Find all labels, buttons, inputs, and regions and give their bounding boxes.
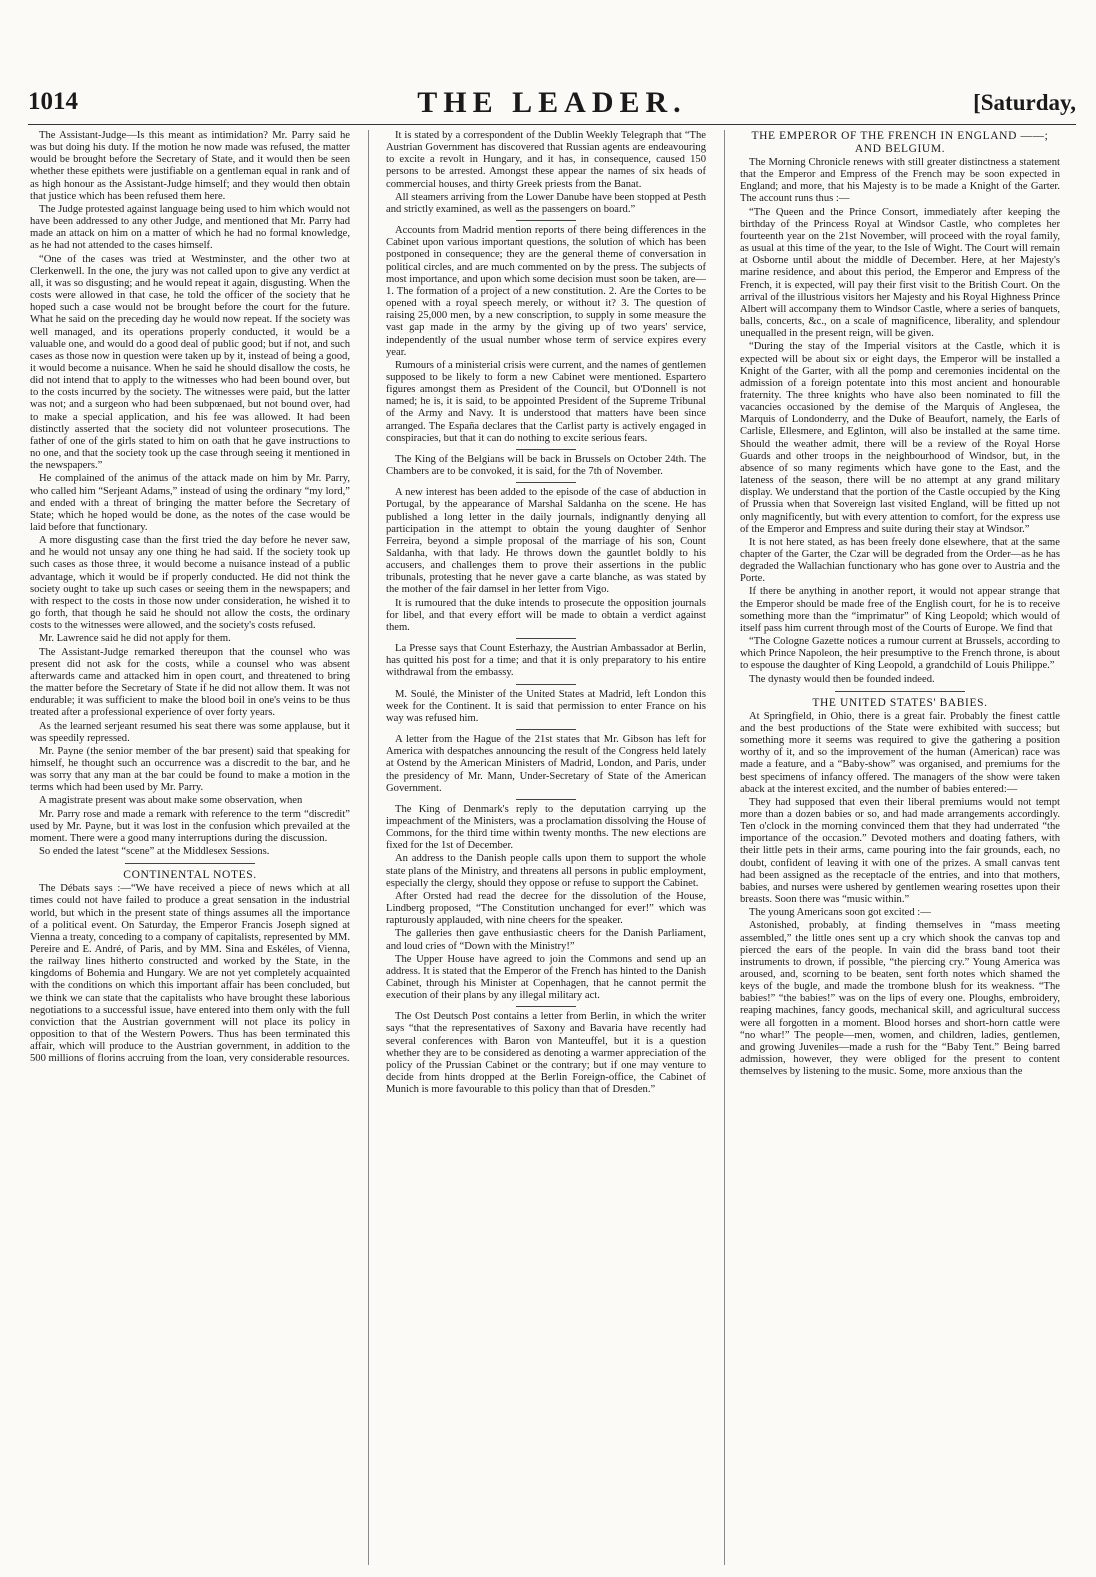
item-divider xyxy=(516,1006,576,1007)
paragraph: M. Soulé, the Minister of the United States at Madrid, left London this week for the Continent. It is said that permission to enter France on his way was refused him. xyxy=(386,688,706,724)
paragraph: They had supposed that even their liberal premiums would not tempt more than a dozen babies or so, and had made arrangements accordingly. Ten o'clock in the morning convinced them that they had underrated “the importance of the occasion.” Devoted mothers and doating fathers, with their little pets in their arms, came pouring into the fair grounds, each, no doubt, confident of leaving it with one of the prizes. A small canvas tent had been assigned as the receptacle of the entries, and into that mothers, babies, and nurses were ushered by gentlemen wearing rosettes upon their breasts. Soon there was “music within.” xyxy=(740,796,1060,906)
paragraph: A new interest has been added to the episode of the case of abduction in Portugal, by the appearance of Marshal Saldanha on the scene. He has published a long letter in the daily journals, indignantly denying all participation in the attempt to obtain the young daughter of Senhor Ferreira, beyond a simple proposal of the marriage of his son, Count Saldanha, with that lady. He throws down the gauntlet boldly to his accusers, and challenges them to prove their assertions in the public tribunals, protesting that he never gave a carte blanche, as was stated by the mother of the fair damsel in her letter from Vigo. xyxy=(386,487,706,596)
section-divider xyxy=(125,863,255,864)
paragraph: The Upper House have agreed to join the Commons and send up an address. It is stated that the Emperor of the French has hinted to the Danish Cabinet, through his Minister at Copenhagen, that he cannot permit the execution of their plans by any illegal military act. xyxy=(386,953,706,1002)
paragraph: The Ost Deutsch Post contains a letter from Berlin, in which the writer says “that the representatives of Saxony and Bavaria have recently had several conferences with Baron von Manteuffel, but it is a question whether they are to be considered as denoting a warmer appreciation of the policy of the Prussian Cabinet or the contrary; but if one may venture to decide from hints dropped at the Berlin Foreign-office, the Cabinet of Munich is more favourable to this policy than that of Dresden.” xyxy=(386,1011,706,1096)
paragraph: “During the stay of the Imperial visitors at the Castle, which it is expected will be about six or eight days, the Emperor will be installed a Knight of the Garter, with all the pomp and ceremonies incidental on the admission of a foreign potentate into this most ancient and honourable fraternity. The three knights who have also been nominated to fill the vacancies occasioned by the demise of the Marquis of Anglesea, the Marquis of Londonderry, and the Duke of Beaufort, namely, the Earls of Carlisle, Ellesmere, and Eglinton, will also be installed at the same time. Should the weather admit, there will be a review of the Royal Horse Guards and other troops in the neighbourhood of Windsor, but, in the absence of so many regiments which have gone to the East, and the lateness of the season, there will be no attempt at any grand military display. We understand that the portion of the Castle occupied by the King of Prussia when that Sovereign last visited England, will be fitted up not only magnificently, but with every attention to comfort, for the express use of the Emperor and Empress and suite during their stay at Windsor.” xyxy=(740,341,1060,535)
paragraph: At Springfield, in Ohio, there is a great fair. Probably the finest cattle and the best productions of the State were exhibited with success; but something more it seems was required to give the gathering a position worthy of it, and so the improvement of the human (American) race was made a feature, and a “Baby-show” was organised, and premiums for the best specimens of infancy offered. The managers of the show were taken aback at the interest excited, and the number of babies entered:— xyxy=(740,710,1060,795)
column-1 xyxy=(30,130,350,1565)
section-divider xyxy=(835,691,965,692)
paragraph: As the learned serjeant resumed his seat there was some applause, but it was speedily repressed. xyxy=(30,720,350,744)
item-divider xyxy=(516,684,576,685)
paragraph: All steamers arriving from the Lower Danube have been stopped at Pesth and strictly examined, as well as the passengers on board.” xyxy=(386,191,706,215)
paragraph: Mr. Lawrence said he did not apply for them. xyxy=(39,633,231,645)
paragraph: Astonished, probably, at finding themselves in “mass meeting assembled,” the little ones sent up a cry which shook the canvas top and pierced the ears of the people. In vain did the brass band toot their instruments to drown, if possible, “the piercing cry.” Young America was aroused, and, scorning to be beaten, sent forth notes which shamed the keys of the bugle, and made the trombone blush for its weakness. “The babies!” “the babies!” was on the lips of every one. Ploughs, embroidery, reaping machines, fancy goods, mechanical skill, and agricultural success were all forgotten in a moment. Blood horses and short-horn cattle were “no whar!” The people—men, women, and children, ladies, gentlemen, and growing Juveniles—made a rush for the “Baby Tent.” Being barred admission, however, they were obliged for the present to content themselves by listening to the music. Some, more anxious than the xyxy=(740,920,1060,1078)
issue-day: [Saturday, xyxy=(973,90,1076,115)
paragraph: After Orsted had read the decree for the dissolution of the House, Lindberg proposed, “The Constitution unchanged for ever!” which was rapturously applauded, with nine cheers for the speaker. xyxy=(386,890,706,927)
item-divider xyxy=(516,729,576,730)
item-divider xyxy=(516,449,576,450)
paragraph: The Assistant-Judge—Is this meant as intimidation? Mr. Parry said he was but doing his duty. If the motion he now made was refused, the matter would be brought before the Secretary of State, and it would then be seen whether these epithets were justifiable on a gentleman equal in rank and of as high honour as the Assistant-Judge himself; and they would then obtain that justice which has been refused them here. xyxy=(30,130,350,202)
item-divider xyxy=(516,482,576,483)
page-number: 1014 xyxy=(28,88,78,115)
column-separator xyxy=(724,130,725,1565)
paragraph: The young Americans soon got excited :— xyxy=(749,907,931,919)
paragraph: The King of Denmark's reply to the deputation carrying up the impeachment of the Ministers, was a proclamation dissolving the House of Commons, for the third time within twenty months. The new elections are fixed for the 1st of December. xyxy=(386,803,706,852)
paragraph: Mr. Payne (the senior member of the bar present) said that speaking for himself, he thought such an occurrence was a discredit to the bar, and he was sorry that any man at the bar could be found to make a motion in the terms which had been used by Mr. Parry. xyxy=(30,745,350,794)
paragraph: A magistrate present was about make some observation, when xyxy=(39,795,303,807)
section-heading: CONTINENTAL NOTES. xyxy=(123,869,257,882)
paragraph: “The Cologne Gazette notices a rumour current at Brussels, according to which Prince Napoleon, the heir presumptive to the French throne, is about to espouse the daughter of King Leopold, a grandchild of Louis Philippe.” xyxy=(740,636,1060,672)
paragraph: Accounts from Madrid mention reports of there being differences in the Cabinet upon various important questions, the solution of which has been postponed in consequence; they are the general theme of conversation in political circles, and are much commented on by the press. The subjects of most importance, and upon which some decision must soon be taken, are—1. The formation of a project of a new constitution. 2. Are the Cortes to be opened with a royal speech merely, or without it? 3. The question of raising 25,000 men, by a new conscription, to supply in some measure the vast gap made in the army by the giving up of two years' service, independently of the usual number whose term of service expires every year. xyxy=(386,225,706,358)
paragraph: “One of the cases was tried at Westminster, and the other two at Clerkenwell. In the one, the jury was not called upon to give any verdict at all, it was so disgusting; and he would repeat it again, disgusting. When the costs were allowed in that case, he told the officer of the society that he hoped such a case would not be brought before the court for the future. What he said on the preceding day he would now repeat. If the society was well managed, and its operations properly conducted, it would be a valuable one, and would do a good deal of public good; but if not, and such cases as those now in question were taken up by it, instead of being a good, it would become a nuisance. When he said he should disallow the costs, he did not intend that to apply to the witnesses who had been bound over, but to the costs incurred by the society. The witnesses were paid, but the latter was not; and a surgeon who had been subpœnaed, but not bound over, had to make a special application, and his fee was allowed. It had been distinctly asserted that the society did not volunteer prosecutions. The father of one of the girls stated to him on oath that he gave instructions to no one, and that the society took up the case through seeing it mentioned in the newspapers.” xyxy=(30,253,350,472)
paragraph: The Débats says :—“We have received a piece of news which at all times could not have failed to produce a great sensation in the industrial world, but which in the present state of things assumes all the importance of a political event. On Saturday, the Emperor Francis Joseph signed at Vienna a treaty, conceding to a company of capitalists, represented by MM. Pereire and E. André, of Paris, and by MM. Sina and Eskéles, of Vienna, the railway lines hitherto constructed and worked by the State, in the kingdoms of Bohemia and Hungary. We are not yet completely acquainted with the conditions on which this important affair has been concluded, but we think we can state that the capitalists who have brought these laborious negotiations to a successful issue, have entered into them only with the full conviction that the Austrian government will not place its policy in opposition to that of the Western Powers. Thus has been terminated this affair, which will produce to the Austrian government, in addition to the 500 millions of florins accruing from the loan, very considerable resources. xyxy=(30,883,350,1065)
paragraph: It is not here stated, as has been freely done elsewhere, that at the same chapter of the Garter, the Czar will be degraded from the Order—as he has degraded the Wallachian functionary who has gone over to Austria and the Porte. xyxy=(740,536,1060,585)
section-heading: THE UNITED STATES' BABIES. xyxy=(812,696,988,709)
paragraph: The Morning Chronicle renews with still greater distinctness a statement that the Emperor and Empress of the French may be soon expected in England; and more, that his Majesty is to be made a Knight of the Garter. The account runs thus :— xyxy=(740,157,1060,205)
paragraph: If there be anything in another report, it would not appear strange that the Emperor should be made free of the English court, for he is to receive something more than the “imprimatur” of King Leopold; which would of itself pass him current through most of the Courts of Europe. We find that xyxy=(740,586,1060,634)
item-divider xyxy=(516,638,576,639)
paragraph: The King of the Belgians will be back in Brussels on October 24th. The Chambers are to be convoked, it is said, for the 7th of November. xyxy=(386,453,706,478)
paragraph: It is rumoured that the duke intends to prosecute the opposition journals for libel, and that every effort will be made to obtain a verdict against them. xyxy=(386,597,706,633)
paragraph: The Assistant-Judge remarked thereupon that the counsel who was present did not ask for the costs, while a counsel who was absent afterwards came and attacked him in open court, and threatened to bring the matter before the Secretary of State if he did not allow them. It was not endurable; it was sufficient to make the blood boil in one's veins to be thus treated after a professional experience of over forty years. xyxy=(30,646,350,719)
section-heading: THE EMPEROR OF THE FRENCH IN ENGLAND ——; AND BELGIUM. xyxy=(751,130,1049,155)
paragraph: A more disgusting case than the first tried the day before he never saw, and he would not unsay any one thing he had said. If the society took up such cases as those three, it would become a nuisance instead of a public advantage, which it would be if properly conducted. He did not think the society ought to take up such cases or seeing them in the newspapers; and with respect to the costs in those now under consideration, he wished it to go forth, that though he said he should not allow the costs, the ordinary costs to the witnesses were allowed, and the society's costs refused. xyxy=(30,535,350,632)
paragraph: The dynasty would then be founded indeed. xyxy=(749,673,935,685)
paragraph: A letter from the Hague of the 21st states that Mr. Gibson has left for America with despatches announcing the result of the Congress held lately at Ostend by the American Ministers of Madrid, London, and Paris, under the presidency of Mr. Mann, Under-Secretary of State of the American Government. xyxy=(386,734,706,794)
item-divider xyxy=(516,220,576,221)
paragraph: Mr. Parry rose and made a remark with reference to the term “discredit” used by Mr. Payne, but it was lost in the confusion which prevailed at the moment. There were a good many interruptions during the discussion. xyxy=(30,808,350,844)
newspaper-title: THE LEADER. xyxy=(417,86,687,119)
paragraph: An address to the Danish people calls upon them to support the whole state plans of the Ministry, and threatens all persons in public employment, especially the clergy, should they oppose or refuse to support the Cabinet. xyxy=(386,853,706,889)
paragraph: The Judge protested against language being used to him which would not have been addressed to any other Judge, and mentioned that Mr. Parry had made an attack on him on a matter of which he had no formal knowledge, as he had not attended to the cases himself. xyxy=(30,203,350,252)
paragraph: He complained of the animus of the attack made on him by Mr. Parry, who called him “Serjeant Adams,” instead of using the ordinary “my lord,” and ended with a threat of bringing the matter before the Secretary of State; which he hoped would be done, as the notes of the case would be laid before that functionary. xyxy=(30,473,350,533)
paragraph: The galleries then gave enthusiastic cheers for the Danish Parliament, and loud cries of “Down with the Ministry!” xyxy=(386,928,706,952)
paragraph: La Presse says that Count Esterhazy, the Austrian Ambassador at Berlin, has quitted his post for a time; and that it is only preparatory to his entire withdrawal from the embassy. xyxy=(386,643,706,679)
paragraph: It is stated by a correspondent of the Dublin Weekly Telegraph that “The Austrian Government has discovered that Russian agents are endeavouring to excite a revolt in Hungary, and it has, in consequence, caused 150 persons to be arrested. Amongst these appear the names of six heads of commercial houses, and thirty Greek priests from the Banat. xyxy=(386,130,706,190)
masthead xyxy=(28,86,1076,126)
paragraph: “The Queen and the Prince Consort, immediately after keeping the birthday of the Princess Royal at Windsor Castle, who completes her fourteenth year on the 21st November, will proceed with the royal family, as usual at this time of the year, to the Isle of Wight. The Court will remain at Osborne until about the middle of December. Here, at her Majesty's marine residence, and about this period, the Emperor and Empress of the French, it is expected, will pay their first visit to the British Court. On the arrival of the illustrious visitors her Majesty and his Royal Highness Prince Albert will accompany them to Windsor Castle, where a series of banquets, balls, concerts, &c., on a scale of magnificence, liberality, and splendour unequalled in the present reign, will be given. xyxy=(740,206,1060,340)
item-divider xyxy=(516,799,576,800)
column-3 xyxy=(740,130,1060,1565)
paragraph: Rumours of a ministerial crisis were current, and the names of gentlemen supposed to be likely to form a new Cabinet were mentioned. Espartero figures amongst them as President of the Council, but O'Donnell is not named; he is, it is said, to be appointed President of the Supreme Tribunal of the Army and Navy. It is understood that matters have been since arranged. The España declares that the Carlist party is actively engaged in conspiracies, but that it can do nothing to excite serious fears. xyxy=(386,359,706,444)
column-separator xyxy=(368,130,369,1565)
paragraph: So ended the latest “scene” at the Middlesex Sessions. xyxy=(39,846,270,858)
masthead-rule xyxy=(28,124,1076,125)
column-2 xyxy=(386,130,706,1565)
